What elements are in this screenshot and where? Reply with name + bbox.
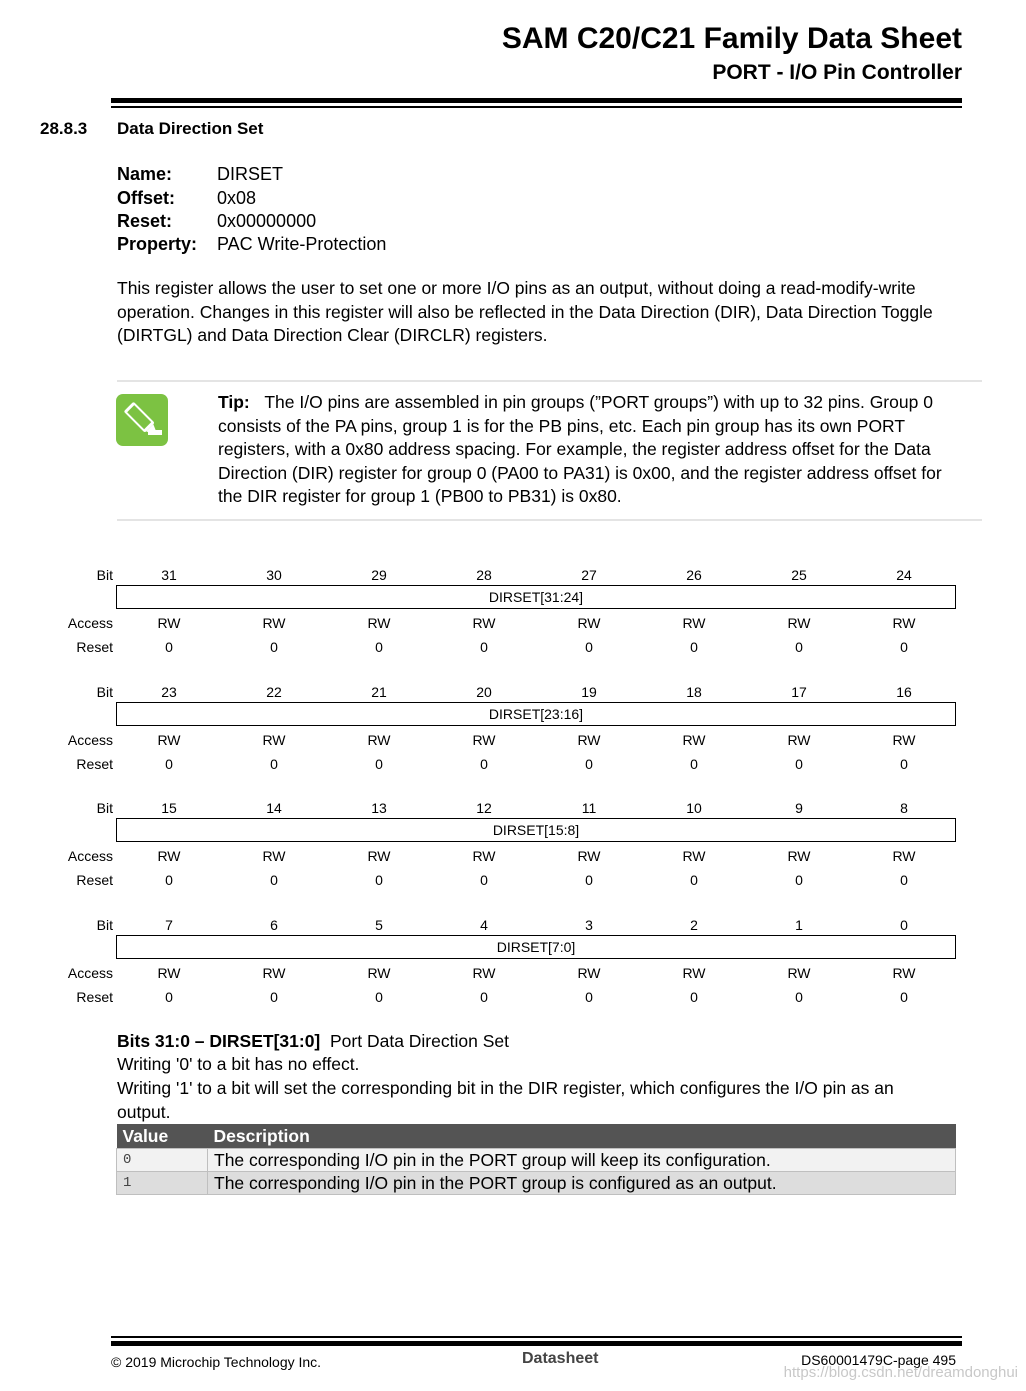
access-value: RW [577,615,601,631]
reset-value: 0 [690,989,698,1005]
bit-number: 21 [371,684,387,700]
access-value: RW [472,615,496,631]
reset-value: 0 [375,872,383,888]
intro-paragraph: This register allows the user to set one or more I/O pins as an output, without doing a read-modify-write operation. Changes in this register will also be reflected in the Data Direction (DIR), Data Direction Toggle (DIRTGL) and Data Direction Clear (DIRCLR) registers. [117,278,933,345]
register-field: DIRSET[7:0] [116,935,956,959]
register-block [0,915,1026,1015]
tip-bottom-rule [117,519,982,521]
document-subtitle: PORT - I/O Pin Controller [712,61,962,84]
reset-value: 0 [900,639,908,655]
reset-value: 0 [690,756,698,772]
property-value: PAC Write-Protection [217,234,387,254]
marker-pen-icon [116,394,168,446]
access-value: RW [472,732,496,748]
footer-copyright: © 2019 Microchip Technology Inc. [111,1354,322,1370]
footer-rule-thin [111,1336,962,1338]
reset-value: 0 [900,756,908,772]
reset-value: 0 [480,756,488,772]
reset-value: 0 [690,872,698,888]
value-table-header [117,1124,956,1149]
access-value: RW [367,615,391,631]
reset-value: 0 [480,639,488,655]
access-value: RW [157,848,181,864]
bits-description-line: Writing '0' to a bit has no effect. [117,1054,360,1074]
property-key: Name: [117,164,173,184]
bit-number: 9 [795,800,803,816]
register-block [0,798,1026,898]
description-column-header: Description [208,1124,956,1149]
table-row [117,1172,956,1195]
register-field: DIRSET[23:16] [116,702,956,726]
footer-page-number: DS60001479C-page 495 [801,1352,956,1368]
bit-number: 31 [161,567,177,583]
bit-number: 0 [900,917,908,933]
property-key: Reset: [117,211,173,231]
document-title: SAM C20/C21 Family Data Sheet [501,22,962,55]
access-value: RW [262,965,286,981]
header-rule-thin [111,106,962,108]
bit-label: Bit [96,567,113,583]
reset-value: 0 [165,639,173,655]
bit-number: 4 [480,917,488,933]
bit-number: 22 [266,684,282,700]
register-block [0,682,1026,782]
bit-label: Bit [96,917,113,933]
value-column-header: Value [117,1124,208,1149]
bit-number: 16 [896,684,912,700]
access-value: RW [577,965,601,981]
section-number: 28.8.3 [40,119,88,138]
reset-value: 0 [900,872,908,888]
bit-number: 13 [371,800,387,816]
reset-value: 0 [795,872,803,888]
access-label: Access [67,732,113,748]
bit-number: 12 [476,800,492,816]
access-value: RW [157,615,181,631]
bit-number: 11 [581,800,597,816]
access-value: RW [367,848,391,864]
tip-top-rule [117,380,982,382]
value-table [116,1124,956,1195]
header-rule-thick [111,98,962,103]
reset-label: Reset [76,872,113,888]
tip-body: The I/O pins are assembled in pin groups (”PORT groups”) with up to 32 pins. Group 0 consists of the PA pins, group 1 is for the PB pins, etc. Each pin group has its own PORT registers, with a 0x80 address spacing. For example, the register address offset for the Data Direction (DIR) register for group 0 (PA00 to PA31) is 0x00, and the register address offset for the DIR register for group 1 (PB00 to PB31) is 0x80. [218,392,942,506]
bit-number: 7 [165,917,173,933]
bit-number: 27 [581,567,597,583]
bit-number: 1 [795,917,803,933]
access-value: RW [787,732,811,748]
reset-value: 0 [900,989,908,1005]
reset-label: Reset [76,756,113,772]
bits-heading-desc: Port Data Direction Set [330,1031,509,1051]
access-value: RW [577,732,601,748]
reset-value: 0 [270,639,278,655]
reset-value: 0 [480,872,488,888]
reset-value: 0 [585,989,593,1005]
reset-label: Reset [76,989,113,1005]
bit-label: Bit [96,684,113,700]
footer-label: Datasheet [522,1350,599,1367]
access-value: RW [262,615,286,631]
bit-label: Bit [96,800,113,816]
access-value: RW [892,615,916,631]
access-value: RW [892,848,916,864]
bit-number: 26 [686,567,702,583]
tip-text [218,391,970,509]
reset-value: 0 [585,756,593,772]
access-value: RW [787,848,811,864]
reset-value: 0 [165,872,173,888]
bit-number: 20 [476,684,492,700]
reset-value: 0 [165,989,173,1005]
bit-number: 17 [791,684,807,700]
access-value: RW [367,965,391,981]
reset-value: 0 [375,639,383,655]
reset-value: 0 [270,756,278,772]
bit-number: 14 [266,800,282,816]
description-cell: The corresponding I/O pin in the PORT group is configured as an output. [208,1172,956,1195]
reset-value: 0 [375,756,383,772]
property-value: DIRSET [217,164,284,184]
access-value: RW [157,732,181,748]
bit-number: 8 [900,800,908,816]
footer-rule-thick [111,1341,962,1346]
reset-value: 0 [375,989,383,1005]
value-cell: 0 [117,1149,208,1172]
property-key: Offset: [117,188,175,208]
access-value: RW [682,615,706,631]
reset-value: 0 [270,989,278,1005]
access-value: RW [367,732,391,748]
reset-value: 0 [585,872,593,888]
reset-value: 0 [165,756,173,772]
bit-number: 3 [585,917,593,933]
access-value: RW [787,965,811,981]
section-title: Data Direction Set [117,119,264,138]
register-field: DIRSET[15:8] [116,818,956,842]
reset-value: 0 [690,639,698,655]
reset-value: 0 [480,989,488,1005]
access-value: RW [262,848,286,864]
reset-value: 0 [795,989,803,1005]
bit-number: 29 [371,567,387,583]
access-value: RW [892,732,916,748]
reset-value: 0 [795,756,803,772]
bit-number: 2 [690,917,698,933]
access-value: RW [892,965,916,981]
bits-heading-name: Bits 31:0 – DIRSET[31:0] [117,1031,321,1051]
reset-value: 0 [270,872,278,888]
access-value: RW [787,615,811,631]
description-cell: The corresponding I/O pin in the PORT group will keep its configuration. [208,1149,956,1172]
access-value: RW [682,732,706,748]
property-value: 0x00000000 [217,211,317,231]
reset-label: Reset [76,639,113,655]
register-field: DIRSET[31:24] [116,585,956,609]
property-key: Property: [117,234,198,254]
access-label: Access [67,848,113,864]
bit-number: 19 [581,684,597,700]
access-label: Access [67,965,113,981]
access-value: RW [472,848,496,864]
bits-description-line: Writing '1' to a bit will set the corresponding bit in the DIR register, which configures the I/O pin as an output. [117,1078,894,1122]
access-label: Access [67,615,113,631]
bit-number: 30 [266,567,282,583]
access-value: RW [472,965,496,981]
bit-number: 15 [161,800,177,816]
bit-number: 10 [686,800,702,816]
bit-number: 23 [161,684,177,700]
reset-value: 0 [795,639,803,655]
bit-number: 24 [896,567,912,583]
bit-number: 5 [375,917,383,933]
value-cell: 1 [117,1172,208,1195]
access-value: RW [157,965,181,981]
watermark: https://blog.csdn.net/dreamdonghui [783,1364,1018,1381]
property-value: 0x08 [217,188,257,208]
bits-heading [117,1031,509,1052]
table-row [117,1149,956,1172]
tip-label: Tip: [218,392,250,412]
register-block [0,565,1026,665]
access-value: RW [577,848,601,864]
access-value: RW [262,732,286,748]
bit-number: 18 [686,684,702,700]
access-value: RW [682,965,706,981]
reset-value: 0 [585,639,593,655]
bit-number: 28 [476,567,492,583]
bit-number: 25 [791,567,807,583]
bit-number: 6 [270,917,278,933]
access-value: RW [682,848,706,864]
